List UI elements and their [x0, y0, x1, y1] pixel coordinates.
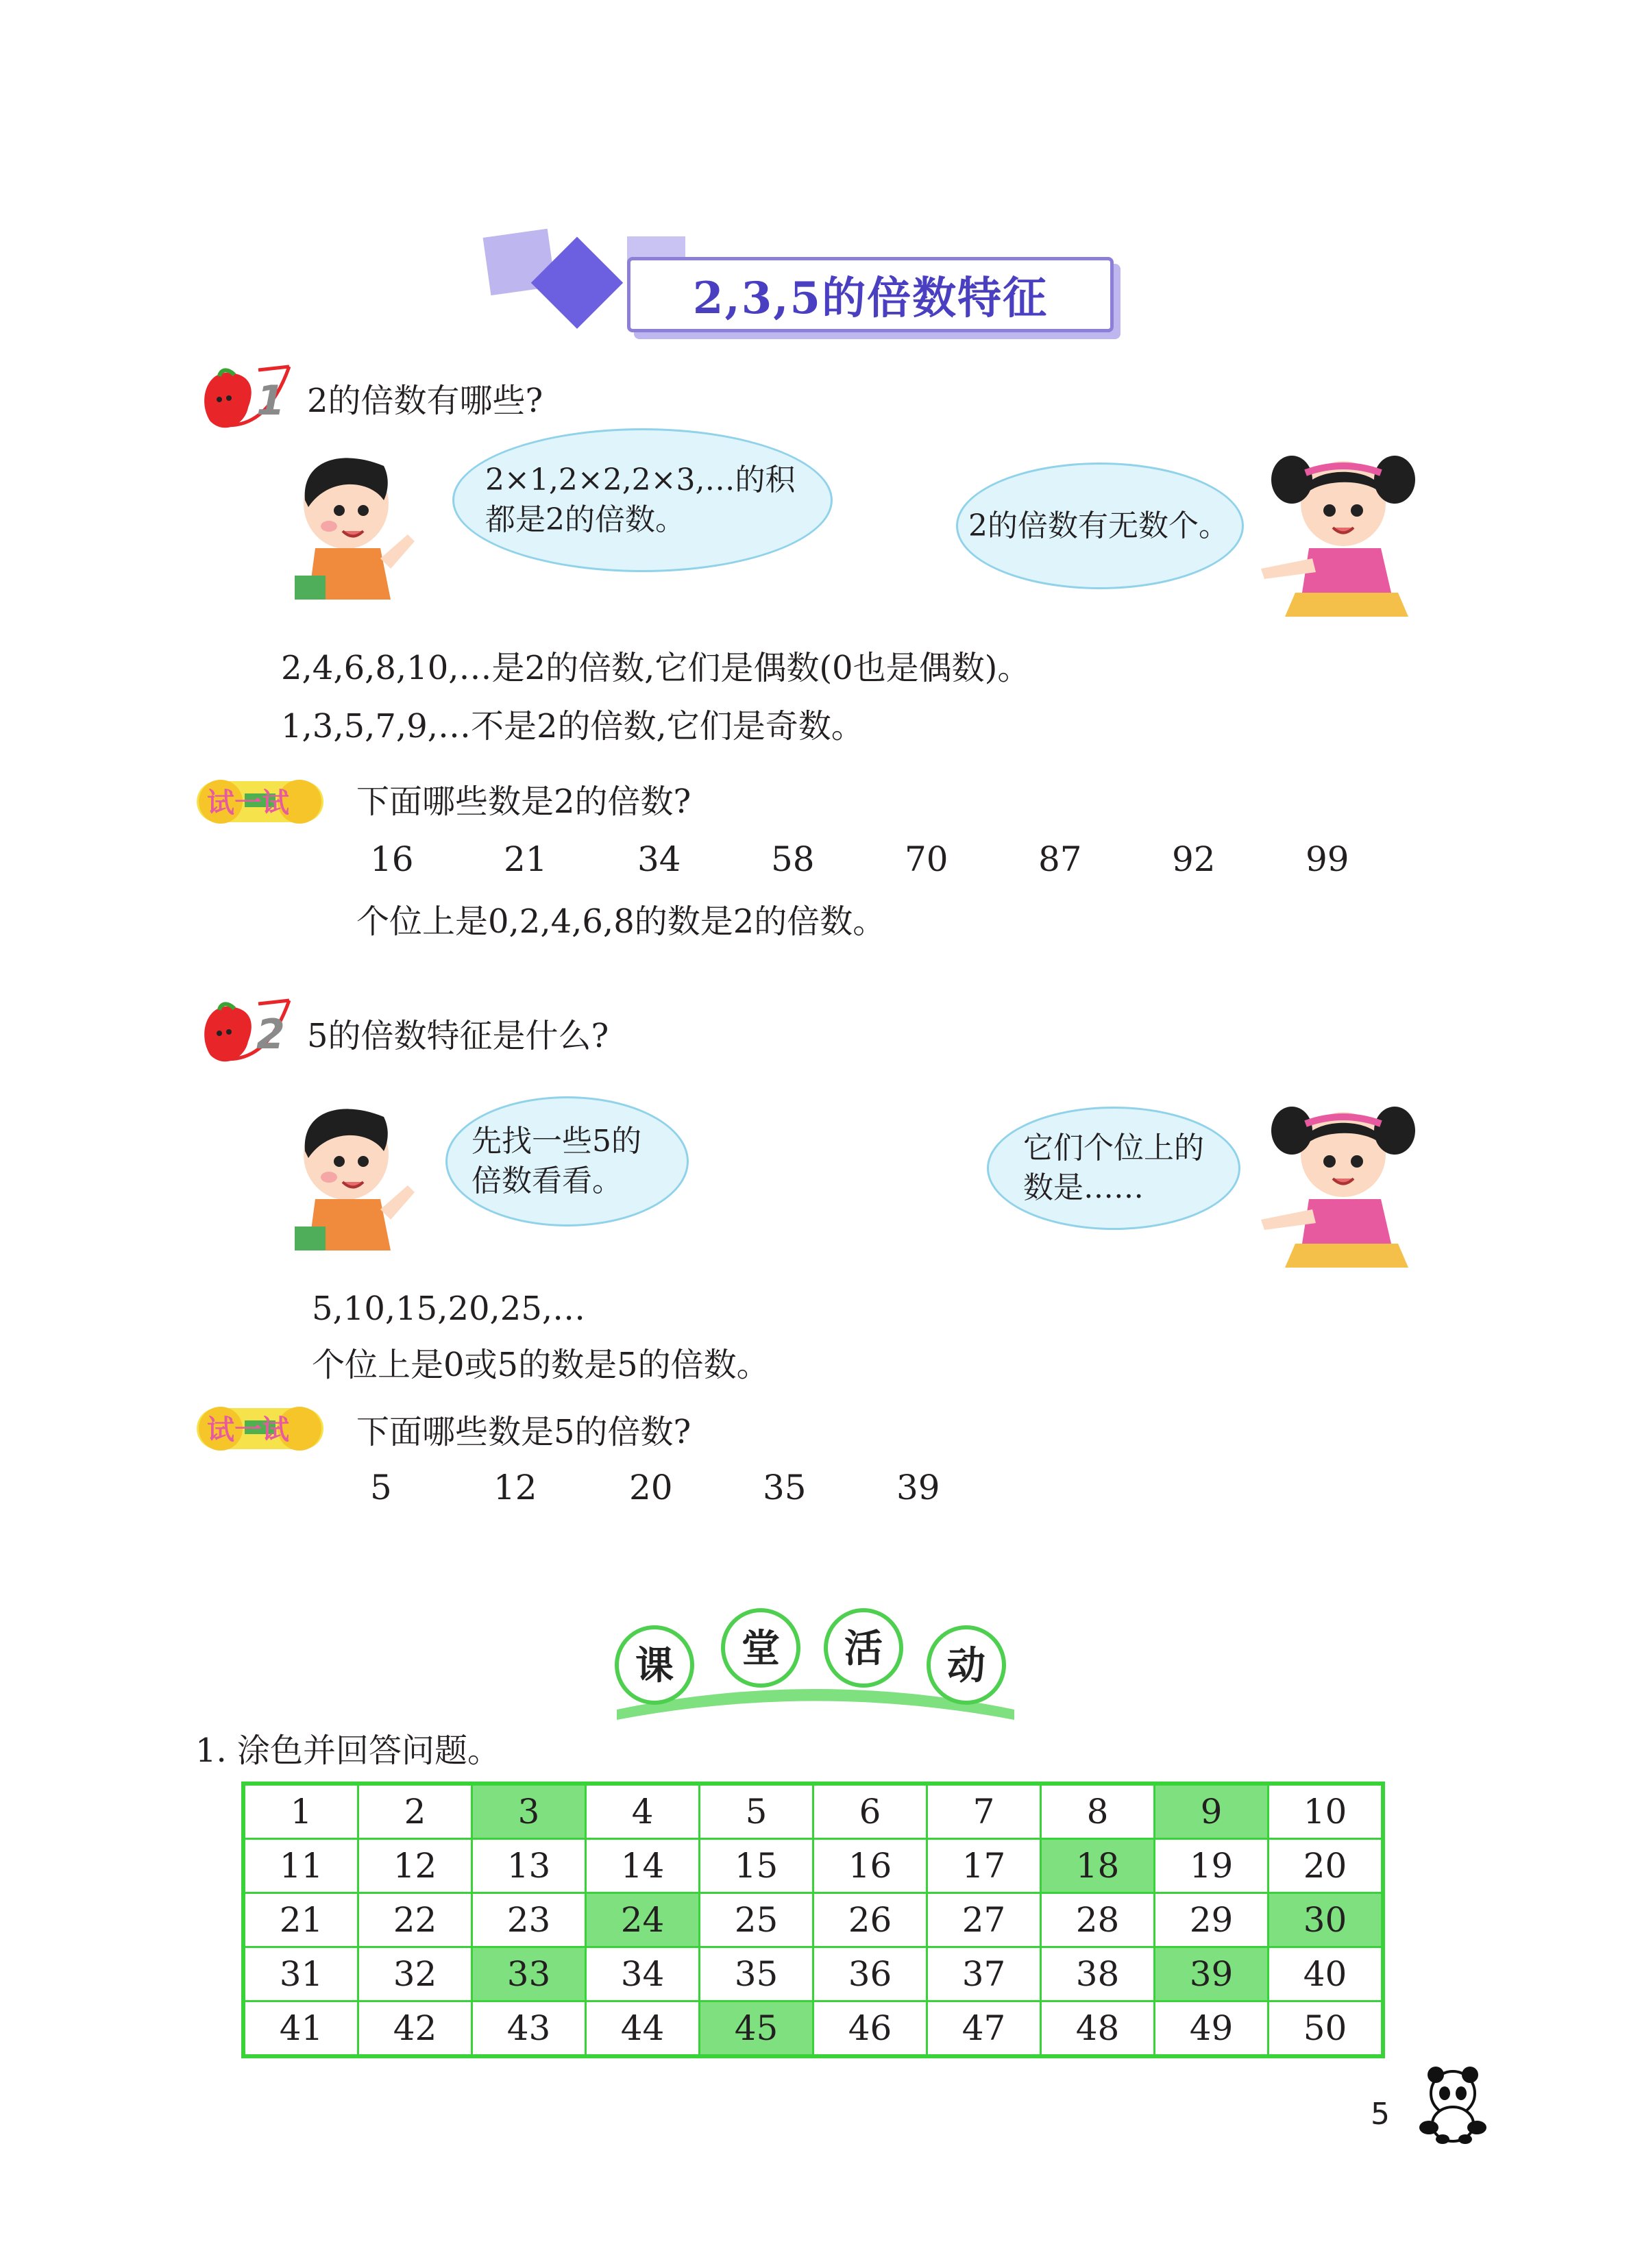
- svg-text:1: 1: [256, 377, 285, 425]
- try-question-1: 下面哪些数是2的倍数?: [356, 782, 691, 821]
- multiples-of-5-list: 5,10,15,20,25,…: [312, 1290, 586, 1328]
- grid-cell[interactable]: 30: [1269, 1893, 1384, 1947]
- grid-cell[interactable]: 5: [700, 1784, 813, 1839]
- grid-cell[interactable]: 21: [243, 1893, 358, 1947]
- grid-cell[interactable]: 26: [813, 1893, 927, 1947]
- grid-row: [243, 1947, 1383, 2001]
- grid-cell[interactable]: 41: [243, 2001, 358, 2057]
- title-banner: [480, 226, 1151, 343]
- try-number: 20: [629, 1468, 673, 1507]
- page-title: 2,3,5的倍数特征: [692, 273, 1049, 324]
- try-number: 34: [637, 839, 681, 879]
- try-number: 35: [763, 1468, 807, 1507]
- bubble-line: 数是……: [1023, 1170, 1144, 1205]
- grid-cell[interactable]: 17: [927, 1839, 1041, 1893]
- try-number: 5: [370, 1468, 392, 1507]
- grid-cell[interactable]: 6: [813, 1784, 927, 1839]
- girl-speech-bubble-1: [956, 463, 1244, 589]
- grid-cell[interactable]: 28: [1041, 1893, 1155, 1947]
- girl-speech-bubble-2: [987, 1107, 1240, 1230]
- question-number-2-icon: [193, 994, 296, 1069]
- grid-cell[interactable]: 25: [700, 1893, 813, 1947]
- grid-cell[interactable]: 48: [1041, 2001, 1155, 2057]
- grid-cell[interactable]: 19: [1155, 1839, 1269, 1893]
- svg-text:2: 2: [256, 1011, 285, 1059]
- grid-cell[interactable]: 10: [1269, 1784, 1384, 1839]
- try-number: 92: [1172, 839, 1216, 879]
- bubble-line: 先找一些5的: [471, 1124, 641, 1159]
- grid-cell[interactable]: 46: [813, 2001, 927, 2057]
- grid-cell[interactable]: 12: [358, 1839, 472, 1893]
- try-number: 87: [1038, 839, 1082, 879]
- question-number-1-icon: [193, 360, 296, 435]
- grid-cell[interactable]: 40: [1269, 1947, 1384, 2001]
- grid-cell[interactable]: 18: [1041, 1839, 1155, 1893]
- boy-character-icon: [288, 445, 418, 610]
- try-number: 16: [370, 839, 414, 879]
- grid-row: [243, 2001, 1383, 2057]
- grid-cell[interactable]: 35: [700, 1947, 813, 2001]
- even-definition: 2,4,6,8,10,…是2的倍数,它们是偶数(0也是偶数)。: [281, 649, 1031, 687]
- grid-cell[interactable]: 1: [243, 1784, 358, 1839]
- activity-task: 1. 涂色并回答问题。: [195, 1731, 501, 1770]
- boy-speech-bubble-1: [452, 428, 833, 572]
- activity-char: 动: [947, 1644, 985, 1688]
- grid-cell[interactable]: 24: [586, 1893, 700, 1947]
- grid-cell[interactable]: 2: [358, 1784, 472, 1839]
- bubble-line: 它们个位上的: [1023, 1131, 1204, 1166]
- rule-multiples-of-5: 个位上是0或5的数是5的倍数。: [312, 1346, 770, 1384]
- grid-cell[interactable]: 50: [1269, 2001, 1384, 2057]
- try-badge-icon: [193, 774, 327, 829]
- grid-cell[interactable]: 39: [1155, 1947, 1269, 2001]
- grid-cell[interactable]: 44: [586, 2001, 700, 2057]
- activity-char: 活: [844, 1627, 883, 1671]
- grid-cell[interactable]: 8: [1041, 1784, 1155, 1839]
- grid-cell[interactable]: 3: [472, 1784, 586, 1839]
- title-box: [627, 257, 1114, 332]
- class-activity-banner: [610, 1607, 1021, 1723]
- grid-row: [243, 1839, 1383, 1893]
- try-number: 70: [905, 839, 948, 879]
- grid-cell[interactable]: 27: [927, 1893, 1041, 1947]
- try-number: 12: [493, 1468, 537, 1507]
- activity-char: 课: [635, 1644, 674, 1688]
- grid-cell[interactable]: 49: [1155, 2001, 1269, 2057]
- svg-text:试一试: 试一试: [207, 787, 289, 819]
- page-number: 5: [1371, 2097, 1390, 2132]
- girl-character-icon: [1247, 1096, 1425, 1274]
- grid-cell[interactable]: 31: [243, 1947, 358, 2001]
- try-number: 21: [504, 839, 548, 879]
- grid-cell[interactable]: 43: [472, 2001, 586, 2057]
- panda-icon: [1412, 2062, 1494, 2145]
- question-2-text: 5的倍数特征是什么?: [307, 1017, 609, 1055]
- odd-definition: 1,3,5,7,9,…不是2的倍数,它们是奇数。: [281, 707, 864, 745]
- grid-cell[interactable]: 4: [586, 1784, 700, 1839]
- grid-cell[interactable]: 37: [927, 1947, 1041, 2001]
- grid-cell[interactable]: 32: [358, 1947, 472, 2001]
- boy-speech-bubble-2: [445, 1096, 689, 1227]
- try-numbers-2: [370, 1468, 965, 1507]
- grid-cell[interactable]: 22: [358, 1893, 472, 1947]
- rule-multiples-of-2: 个位上是0,2,4,6,8的数是2的倍数。: [356, 902, 886, 941]
- try-numbers-1: [370, 839, 1374, 879]
- activity-char: 堂: [742, 1627, 780, 1671]
- grid-cell[interactable]: 38: [1041, 1947, 1155, 2001]
- grid-cell[interactable]: 15: [700, 1839, 813, 1893]
- grid-cell[interactable]: 7: [927, 1784, 1041, 1839]
- grid-row: [243, 1893, 1383, 1947]
- grid-cell[interactable]: 29: [1155, 1893, 1269, 1947]
- grid-cell[interactable]: 36: [813, 1947, 927, 2001]
- grid-cell[interactable]: 42: [358, 2001, 472, 2057]
- grid-cell[interactable]: 9: [1155, 1784, 1269, 1839]
- try-number: 99: [1306, 839, 1349, 879]
- bubble-line: 都是2的倍数。: [485, 502, 685, 537]
- grid-cell[interactable]: 33: [472, 1947, 586, 2001]
- bubble-line: 2的倍数有无数个。: [968, 508, 1229, 543]
- grid-cell[interactable]: 34: [586, 1947, 700, 2001]
- try-question-2: 下面哪些数是5的倍数?: [356, 1413, 691, 1451]
- grid-cell[interactable]: 11: [243, 1839, 358, 1893]
- grid-cell[interactable]: 13: [472, 1839, 586, 1893]
- grid-cell[interactable]: 16: [813, 1839, 927, 1893]
- activity-banner-icon: [610, 1607, 1021, 1723]
- grid-cell[interactable]: 23: [472, 1893, 586, 1947]
- boy-character-icon: [288, 1096, 418, 1261]
- grid-cell[interactable]: 47: [927, 2001, 1041, 2057]
- try-badge-icon: [193, 1401, 327, 1456]
- question-1-text: 2的倍数有哪些?: [307, 382, 543, 420]
- number-grid: [241, 1782, 1385, 2058]
- svg-text:试一试: 试一试: [207, 1414, 289, 1446]
- try-number: 39: [896, 1468, 940, 1507]
- grid-cell[interactable]: 14: [586, 1839, 700, 1893]
- grid-cell[interactable]: 20: [1269, 1839, 1384, 1893]
- grid-row: [243, 1784, 1383, 1839]
- grid-cell[interactable]: 45: [700, 2001, 813, 2057]
- bubble-line: 2×1,2×2,2×3,…的积: [485, 463, 796, 497]
- bubble-line: 倍数看看。: [471, 1163, 622, 1198]
- girl-character-icon: [1247, 445, 1425, 624]
- try-number: 58: [771, 839, 815, 879]
